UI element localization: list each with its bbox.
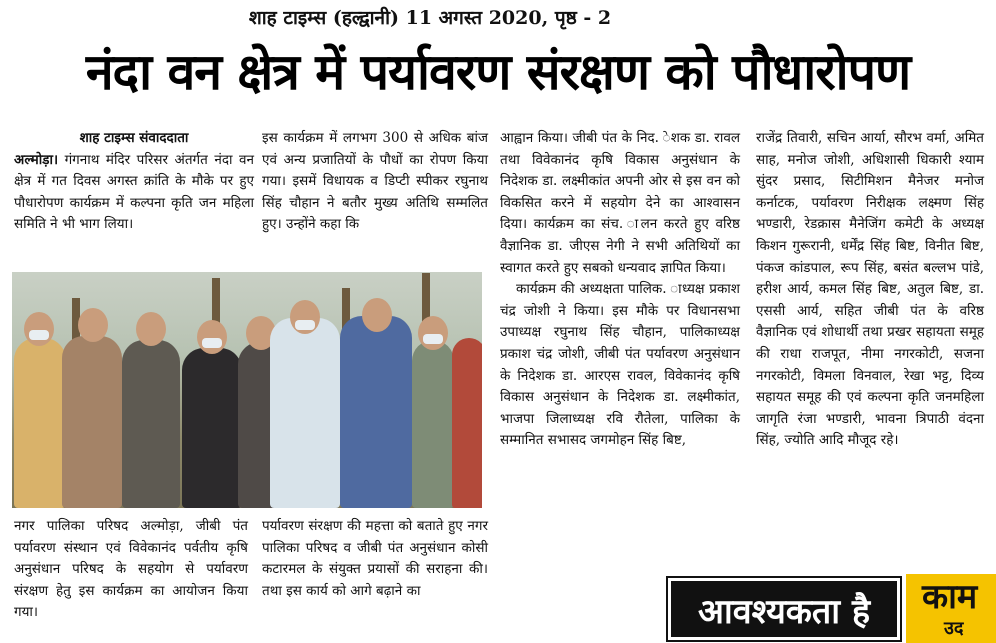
column-2-bottom-text: पर्यावरण संरक्षण की महत्ता को बताते हुए नगर पालिका परिषद व जीबी पंत अनुसंधान कोसी कटारमल के संयुक्त प्रयासों की सराहना की। तथा इस कार्य को आगे बढ़ाने का [262, 518, 488, 599]
partial-ad-subheading: उद [944, 618, 964, 639]
column-1-bottom-text: नगर पालिका परिषद अल्मोड़ा, जीबी पंत पर्यावरण संस्थान एवं विवेकानंद पर्वतीय कृषि अनुसंधान परिषद के सहयोग से पर्यावरण संरक्षण हेतु इस कार्यक्रम का आयोजन किया गया। [14, 518, 248, 621]
face-mask [295, 320, 315, 330]
person-head [418, 316, 448, 350]
article-headline: नंदा वन क्षेत्र में पर्यावरण संरक्षण को पौधारोपण [85, 43, 911, 101]
byline: शाह टाइम्स संवाददाता [79, 130, 189, 146]
column-2-text: इस कार्यक्रम में लगभग 300 से अधिक बांज एवं अन्य प्रजातियों के पौधों का रोपण किया गया। इसमें विधायक व डिप्टी स्पीकर रघुनाथ सिंह चौहान ने बतौर मुख्य अतिथि सम्मलित हुए। उन्होंने कहा कि [262, 130, 488, 233]
wanted-advertisement: आवश्यकता है [668, 578, 900, 640]
face-mask [202, 338, 222, 348]
column-4-text: राजेंद्र तिवारी, सचिन आर्या, सौरभ वर्मा, अमित साह, मनोज जोशी, अधिशासी धिकारी श्याम सुंदर प्रसाद, सिटीमिशन मैनेजर मनोज कर्नाटक, पर्यावरण निरीक्षक लक्ष्मण सिंह भण्डारी, रेडक्रास मैनेजिंग कमेटी के अध्यक्ष किशन गुरूरानी, धर्मेंद्र सिंह बिष्ट, विनीत बिष्ट, पंकज कांडपाल, रूप सिंह, बसंत बल्लभ पांडे, हरीश आर्य, कमल सिंह बिष्ट, अतुल बिष्ट, डा. एससी आर्य, सहित जीबी पंत के वरिष्ठ वैज्ञानिक एवं शोधार्थी तथा प्रखर सहायता समूह की राधा राजपूत, नीमा नगरकोटी, सजना नगरकोटी, विमला विनवाल, रेखा भट्ट, दिव्य सहायत समूह की एवं कल्पना कृति जनमहिला जागृति रंजा भण्डारी, भावना त्रिपाठी वंदना सिंह, ज्योति आदि मौजूद रहे। [756, 130, 984, 449]
person [270, 318, 340, 508]
person [14, 338, 66, 508]
column-3-paragraph-2: कार्यक्रम की अध्यक्षता पालिक. ाध्यक्ष प्रकाश चंद्र जोशी ने किया। इस मौके पर विधानसभा उपाध्यक्ष रघुनाथ सिंह चौहान, पालिकाध्यक्ष प्रकाश चंद्र जोशी, जीबी पंत पर्यावरण अनुसंधान के निदेशक डा. आरएस रावल, विवेकानंद कृषि विकास अनुसंधान के निदेशक डा. लक्ष्मीकांत, भाजपा जिलाध्यक्ष रवि रौतेला, पालिका के सम्मानित सभासद जगमोहन सिंह बिष्ट, [500, 281, 740, 449]
article-column-1-continued [14, 516, 248, 624]
article-column-1 [14, 128, 254, 236]
person [452, 338, 482, 508]
page-dateline: शाह टाइम्स (हल्द्वानी) 11 अगस्त 2020, पृष्ठ - 2 [248, 7, 612, 29]
person [412, 340, 454, 508]
partial-ad-heading: काम [922, 577, 978, 617]
person-head [136, 312, 166, 346]
person [122, 340, 180, 508]
article-photo [12, 272, 482, 508]
partial-advertisement [906, 574, 996, 643]
person-head [197, 320, 227, 354]
article-column-3 [500, 128, 740, 452]
article-column-2 [262, 128, 488, 236]
person-head [362, 298, 392, 332]
person-head [78, 308, 108, 342]
face-mask [29, 330, 49, 340]
dateline-place: अल्मोड़ा। [14, 151, 59, 168]
article-column-2-continued [262, 516, 488, 602]
person [182, 348, 242, 508]
lead-paragraph [14, 150, 254, 236]
face-mask [423, 334, 443, 344]
column-3-paragraph-1: आह्वान किया। जीबी पंत के निद. ेशक डा. रावल तथा विवेकानंद कृषि विकास अनुसंधान के निदेशक डा. लक्ष्मीकांत अपनी ओर से इस वन को विकसित करने में सहयोग देने का आश्वासन दिया। कार्यक्रम का संच. ालन करते हुए वरिष्ठ वैज्ञानिक डा. जीएस नेगी ने सभी अतिथियों का स्वागत करते हुए सबको धन्यवाद ज्ञापित किया। [500, 130, 740, 276]
person [62, 336, 122, 508]
lead-text: गंगनाथ मंदिर परिसर अंतर्गत नंदा वन क्षेत्र में गत दिवस अगस्त क्रांति के मौके पर हुए पौधारोपण कार्यक्रम में कल्पना कृति जन महिला समिति ने भी भाग लिया। [14, 151, 254, 233]
person-head [24, 312, 54, 346]
article-column-4 [756, 128, 984, 452]
person [340, 316, 412, 508]
